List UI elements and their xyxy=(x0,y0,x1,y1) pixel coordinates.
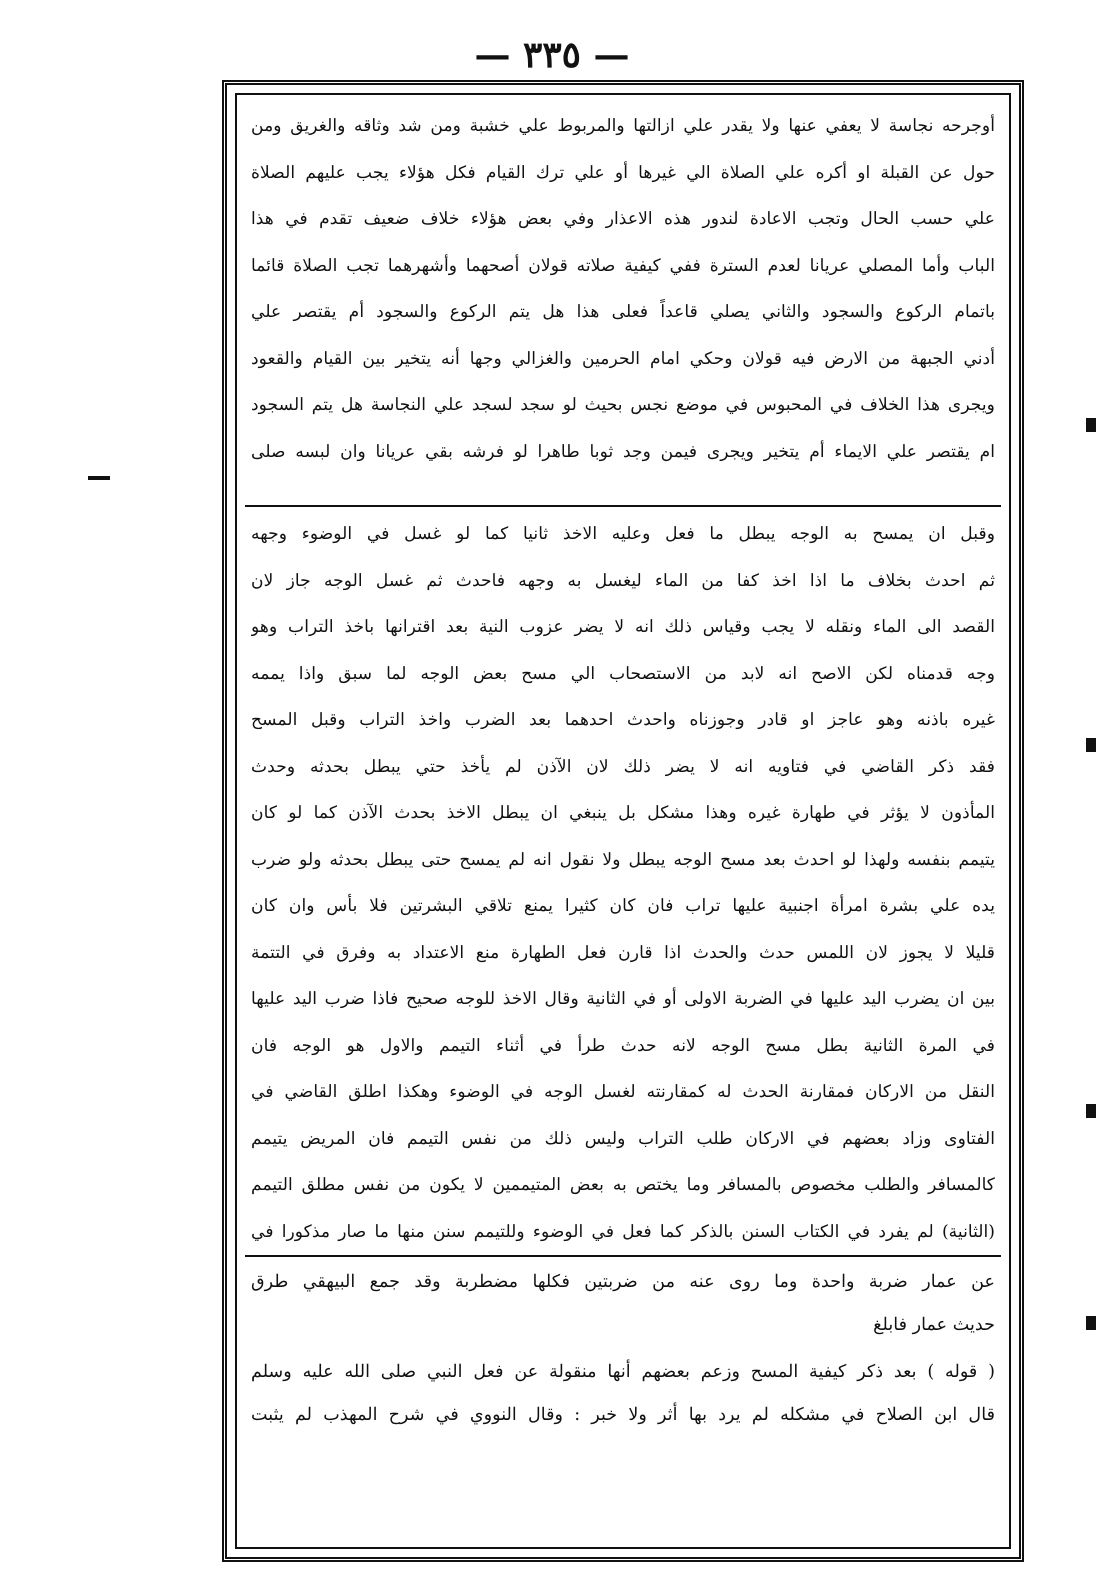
scan-edge-mark xyxy=(1086,418,1096,432)
text-line: ام يقتصر علي الايماء أم يتخير ويجرى فيمن وجد ثوبا طاهرا لو فرشه بقي عريانا وان لبسه صلى xyxy=(251,441,995,462)
text-line: بين ان يضرب اليد عليها في الضربة الاولى أو في الثانية وقال الاخذ للوجه صحيح فاذا ضرب اليد عليها xyxy=(251,989,995,1009)
text-line: وقبل ان يمسح به الوجه يبطل ما فعل وعليه الاخذ ثانيا كما لو غسل في الوضوء وجهه xyxy=(251,524,995,544)
text-line: عن عمار ضربة واحدة وما روى عنه من ضربتين فكلها مضطربة وقد جمع البيهقي طرق xyxy=(251,1272,995,1292)
text-section-top xyxy=(251,103,995,475)
text-line: حول عن القبلة او أكره علي الصلاة الي غيرها أو علي ترك القيام فكل هؤلاء يجب عليهم الصلاة xyxy=(251,162,995,183)
text-line: فقد ذكر القاضي في فتاويه انه لا يضر ذلك لان الآذن لم يأخذ حتي يبطل بحدثه وحدث xyxy=(251,756,995,777)
page-frame xyxy=(222,80,1024,1562)
text-line: قليلا لا يجوز لان اللمس حدث والحدث اذا قارن فعل الطهارة منع الاعتداد به وفرق في التتمة xyxy=(251,942,995,963)
text-line: الباب وأما المصلي عريانا لعدم السترة ففي كيفية صلاته قولان أصحهما وأشهرهما تجب الصلاة قائما xyxy=(251,255,995,276)
text-line: علي حسب الحال وتجب الاعادة لندور هذه الاعذار وفي بعض هؤلاء خلاف ضعيف تقدم في هذا xyxy=(251,209,995,229)
text-section-bottom xyxy=(251,1261,995,1437)
text-line: غيره باذنه وهو عاجز او قادر وجوزناه واحدث احدهما بعد الضرب واخذ التراب وقبل المسح xyxy=(251,710,995,730)
text-line: قال ابن الصلاح في مشكله لم يرد بها أثر ولا خبر : وقال النووي في شرح المهذب لم يثبت xyxy=(251,1405,995,1425)
scan-edge-mark xyxy=(1086,1316,1096,1330)
page-number: — ٣٣٥ — xyxy=(474,34,630,76)
text-line: حديث عمار فابلغ xyxy=(873,1315,995,1335)
text-line: ويجرى هذا الخلاف في المحبوس في موضع نجس بحيث لو سجد لسجد علي النجاسة هل يتم السجود xyxy=(251,395,995,415)
text-section-middle xyxy=(251,511,995,1255)
section-divider xyxy=(245,1255,1001,1257)
scan-edge-mark xyxy=(1086,738,1096,752)
text-line: كالمسافر والطلب مخصوص بالمسافر وما يختص به بعض المتيممين لا يكون من نفس مطلق التيمم xyxy=(251,1175,995,1195)
text-line: باتمام الركوع والسجود والثاني يصلي قاعداً فعلى هذا هل يتم الركوع والسجود أم يقتصر علي xyxy=(251,302,995,322)
text-line: وجه قدمناه لكن الاصح انه لابد من الاستصحاب الي مسح بعض الوجه لما سبق واذا يممه xyxy=(251,663,995,684)
text-line: يتيمم بنفسه ولهذا لو احدث بعد مسح الوجه يبطل ولا نقول انه لم يمسح حتى يبطل بحدثه ولو ضرب xyxy=(251,849,995,870)
scan-edge-mark xyxy=(1086,1104,1096,1118)
text-line: في المرة الثانية بطل مسح الوجه لانه حدث طرأ في أثناء التيمم والاول هو الوجه فان xyxy=(251,1035,995,1056)
text-line: أوجرحه نجاسة لا يعفي عنها ولا يقدر علي ازالتها والمربوط علي خشبة ومن شد وثاقه والغريق ومن xyxy=(251,116,995,136)
text-line: النقل من الاركان فمقارنة الحدث له كمقارنته لغسل الوجه في الوضوء وهكذا اطلق القاضي في xyxy=(251,1082,995,1102)
text-line: ( قوله ) بعد ذكر كيفية المسح وزعم بعضهم أنها منقولة عن فعل النبي صلى الله عليه وسلم xyxy=(251,1362,995,1382)
scan-edge-mark xyxy=(88,476,110,480)
text-line: أدني الجبهة من الارض فيه قولان وحكي امام الحرمين والغزالي وجها أنه يتخير بين القيام والقعود xyxy=(251,348,995,369)
text-line: (الثانية) لم يفرد في الكتاب السنن بالذكر كما فعل في الوضوء وللتيمم سنن منها ما صار مذكورا في xyxy=(251,1221,995,1242)
text-line: الفتاوى وزاد بعضهم في الاركان طلب التراب وليس ذلك من نفس التيمم فان المريض يتيمم xyxy=(251,1128,995,1149)
text-line: يده علي بشرة امرأة اجنبية عليها تراب فان كان كثيرا يمنع تلاقي البشرتين فلا بأس وان كان xyxy=(251,896,995,916)
section-divider xyxy=(245,505,1001,507)
page-frame-inner xyxy=(235,93,1011,1549)
text-line: ثم احدث بخلاف ما اذا اخذ كفا من الماء ليغسل به وجهه فاحدث ثم غسل الوجه جاز لان xyxy=(251,570,995,591)
text-line: القصد الى الماء ونقله لا يجب وقياس ذلك انه لا يضر عزوب النية بعد اقترانها باخذ التراب وهو xyxy=(251,617,995,637)
text-line: المأذون لا يؤثر في طهارة غيره وهذا مشكل بل ينبغي ان يبطل الاخذ بحدث الآذن كما لو كان xyxy=(251,803,995,823)
